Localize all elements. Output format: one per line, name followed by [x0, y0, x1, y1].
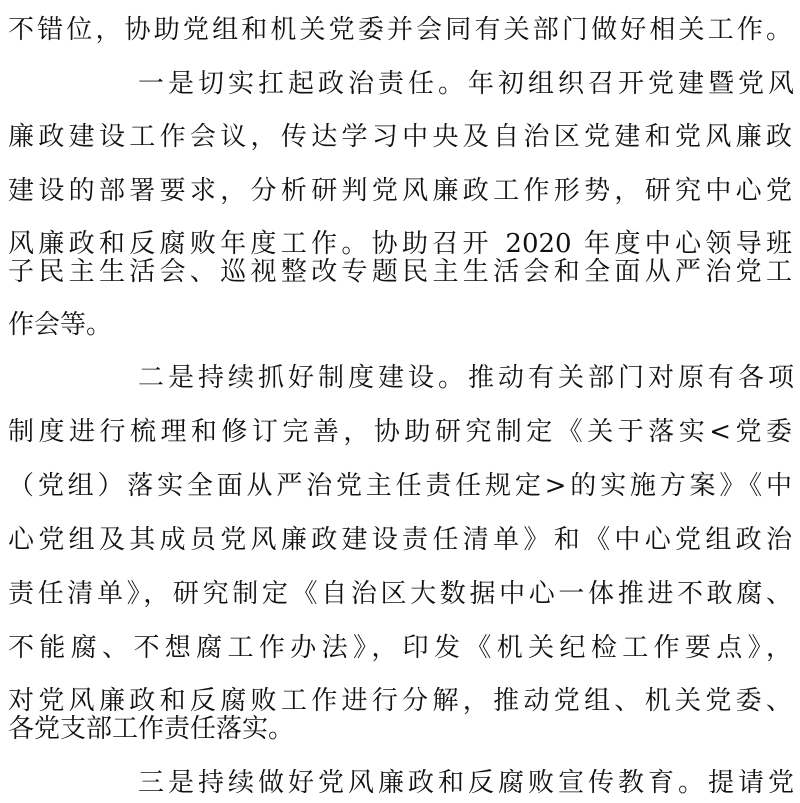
text-line-4: 建设的部署要求，分析研判党风廉政工作形势，研究中心党: [8, 176, 792, 206]
text-line-3: 廉政建设工作会议，传达学习中央及自治区党建和党风廉政: [8, 122, 792, 152]
text-line-15: 各党支部工作责任落实。: [8, 714, 295, 744]
text-line-13: 不能腐、不想腐工作办法》，印发《机关纪检工作要点》，: [8, 633, 792, 663]
text-line-10: （党组）落实全面从严治党主任责任规定>的实施方案》《中: [8, 471, 792, 501]
text-line-1: 不错位，协助党组和机关党委并会同有关部门做好相关工作。: [8, 15, 792, 45]
paragraph-1-first-line: 一是切实扛起政治责任。年初组织召开党建暨党风: [138, 69, 794, 99]
text-line-6: 子民主生活会、巡视整改专题民主生活会和全面从严治党工: [8, 257, 792, 287]
text-line-9: 制度进行梳理和修订完善，协助研究制定《关于落实<党委: [8, 417, 792, 447]
text-line-12: 责任清单》，研究制定《自治区大数据中心一体推进不敢腐、: [8, 579, 792, 609]
paragraph-3-first-line: 三是持续做好党风廉政和反腐败宣传教育。提请党: [138, 768, 794, 798]
text-line-7: 作会等。: [8, 310, 113, 340]
paragraph-2-first-line: 二是持续抓好制度建设。推动有关部门对原有各项: [138, 363, 794, 393]
text-line-14: 对党风廉政和反腐败工作进行分解，推动党组、机关党委、: [8, 686, 792, 716]
text-line-5: 风廉政和反腐败年度工作。协助召开 2020 年度中心领导班: [8, 229, 792, 259]
text-line-11: 心党组及其成员党风廉政建设责任清单》和《中心党组政治: [8, 525, 792, 555]
